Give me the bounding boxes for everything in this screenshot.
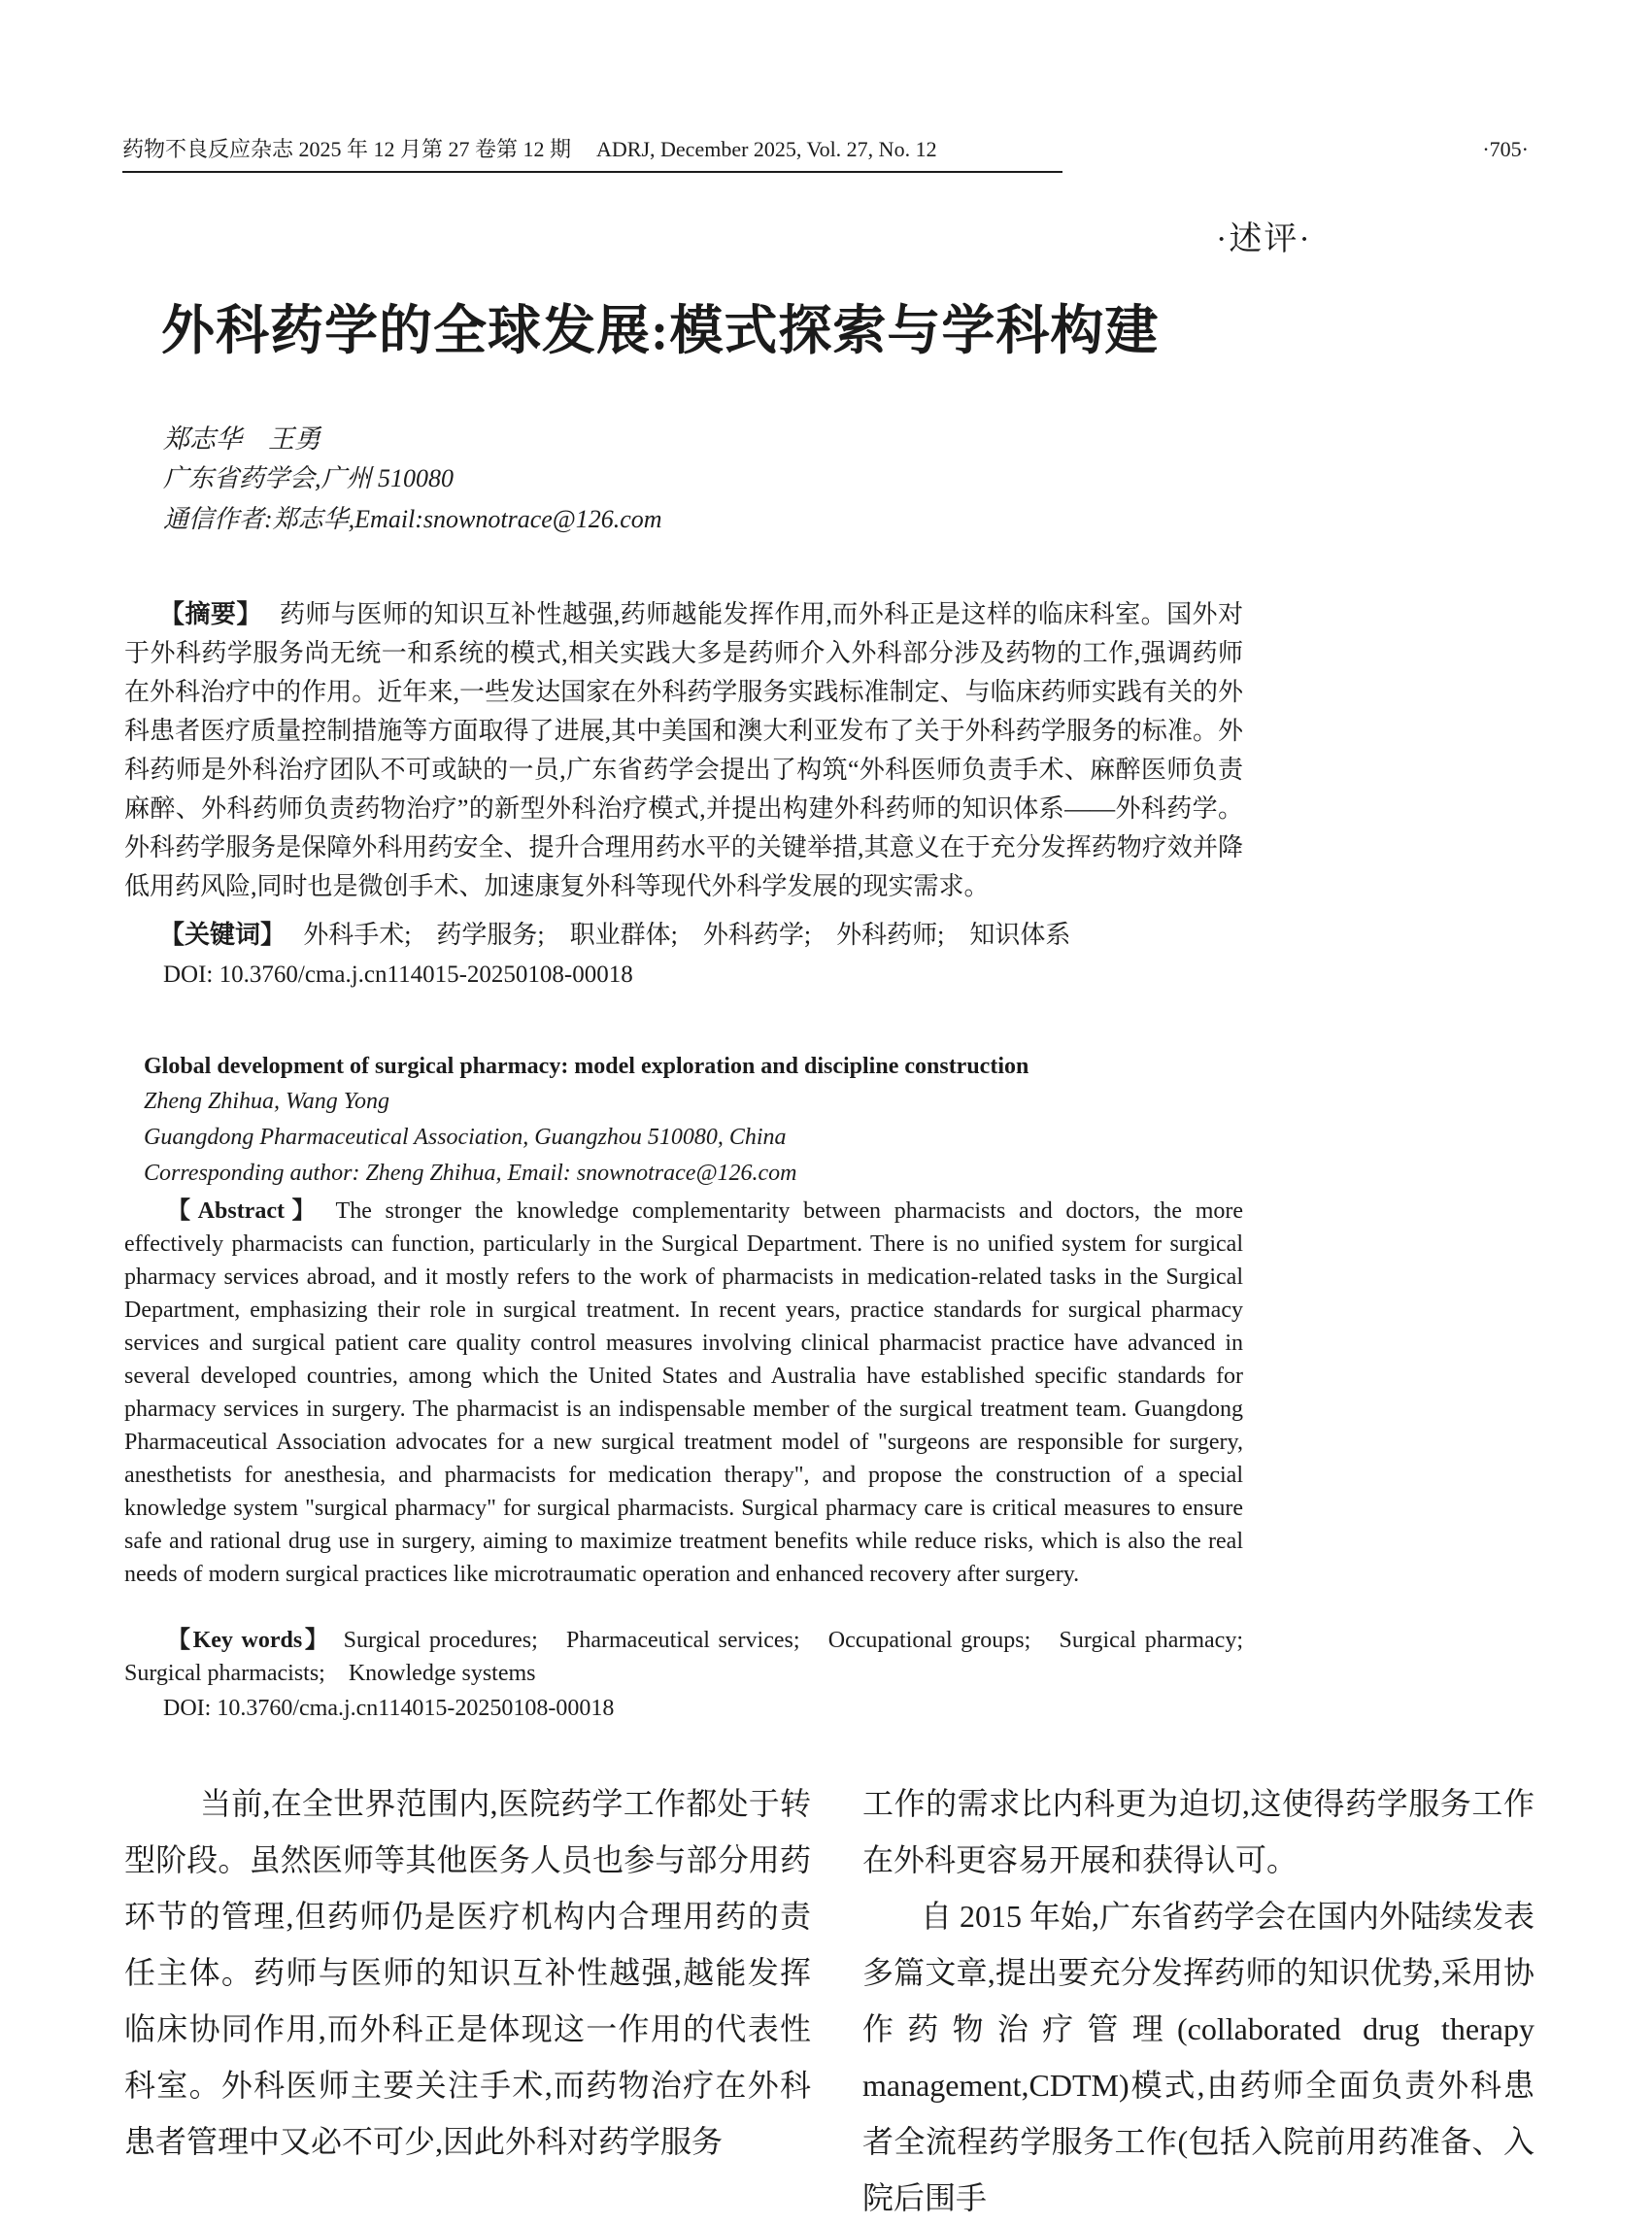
keywords-en-label: 【Key words】 — [167, 1628, 331, 1653]
abstract-cn — [124, 594, 1243, 906]
affiliation-en: Guangdong Pharmaceutical Association, Guangzhou 510080, China — [144, 1125, 787, 1150]
abstract-cn-text: 药师与医师的知识互补性越强,药师越能发挥作用,而外科正是这样的临床科室。国外对于外科药学服务尚无统一和系统的模式,相关实践大多是药师介入外科部分涉及药物的工作,强调药师在外科治疗中的作用。近年来,一些发达国家在外科药学服务实践标准制定、与临床药师实践有关的外科患者医疗质量控制措施等方面取得了进展,其中美国和澳大利亚发布了关于外科药学服务的标准。外科药师是外科治疗团队不可或缺的一员,广东省药学会提出了构筑“外科医师负责手术、麻醉医师负责麻醉、外科药师负责药物治疗”的新型外科治疗模式,并提出构建外科药师的知识体系——外科药学。外科药学服务是保障外科用药安全、提升合理用药水平的关键举措,其意义在于充分发挥药物疗效并降低用药风险,同时也是微创手术、加速康复外科等现代外科学发展的现实需求。 — [124, 600, 1243, 900]
body-paragraph-2-right: 自 2015 年始,广东省药学会在国内外陆续发表多篇文章,提出要充分发挥药师的知识优势,采用协作药物治疗管理(collaborated drug therapy management,CDTM)模式,由药师全面负责外科患者全流程药学服务工作(包括入院前用药准备、入院后围手 — [862, 1899, 1535, 2215]
doi-en: DOI: 10.3760/cma.j.cn114015-20250108-00018 — [163, 1696, 615, 1721]
article-title-cn: 外科药学的全球发展:模式探索与学科构建 — [161, 301, 1160, 360]
abstract-en-text: The stronger the knowledge complementarity between pharmacists and doctors, the more effectively pharmacists can function, particularly in the Surgical Department. There is no unified system for surgical pharmacy services abroad, and it mostly refers to the work of pharmacists in medication-related tasks in the Surgical Department, emphasizing their role in surgical treatment. In recent years, practice standards for surgical pharmacy services and surgical patient care quality control measures involving clinical pharmacist practice have advanced in several developed countries, among which the United States and Australia have established specific standards for pharmacy services in surgery. The pharmacist is an indispensable member of the surgical treatment team. Guangdong Pharmaceutical Association advocates for a new surgical treatment model of "surgeons are responsible for surgery, anesthetists for anesthesia, and pharmacists for medication therapy", and propose the construction of a special knowledge system "surgical pharmacy" for surgical pharmacists. Surgical pharmacy care is critical measures to ensure safe and rational drug use in surgery, aiming to maximize treatment benefits while reduce risks, which is also the real needs of modern surgical practices like microtraumatic operation and enhanced recovery after surgery. — [124, 1198, 1244, 1587]
correspondence-cn: 通信作者:郑志华,Email:snownotrace@126.com — [163, 505, 662, 533]
authors-cn: 郑志华 王勇 — [163, 424, 320, 454]
affiliation-cn: 广东省药学会,广州 510080 — [163, 464, 455, 492]
journal-citation-en: ADRJ, December 2025, Vol. 27, No. 12 — [596, 137, 937, 161]
body-column-right — [862, 1775, 1534, 2226]
journal-citation — [122, 136, 937, 163]
authors-en: Zheng Zhihua, Wang Yong — [144, 1089, 389, 1114]
doi-cn: DOI: 10.3760/cma.j.cn114015-20250108-00018 — [163, 961, 633, 988]
running-head — [122, 136, 1529, 163]
keywords-cn-text: 外科手术; 药学服务; 职业群体; 外科药学; 外科药师; 知识体系 — [303, 921, 1071, 949]
body-column-left — [124, 1775, 811, 2170]
keywords-en-text: Surgical procedures; Pharmaceutical services; Occupational groups; Surgical pharmacy; Surgical pharmacists; Knowledge systems — [124, 1628, 1266, 1686]
correspondence-en: Corresponding author: Zheng Zhihua, Email: snownotrace@126.com — [144, 1161, 797, 1186]
article-title-en: Global development of surgical pharmacy: model exploration and discipline construction — [144, 1054, 1029, 1079]
abstract-en — [124, 1195, 1243, 1591]
keywords-en — [124, 1624, 1266, 1690]
section-label: ·述评· — [1216, 221, 1312, 257]
abstract-cn-label: 【摘要】 — [159, 599, 262, 628]
keywords-cn — [124, 915, 1243, 955]
body-paragraph-1-left: 当前,在全世界范围内,医院药学工作都处于转型阶段。虽然医师等其他医务人员也参与部分用药环节的管理,但药师仍是医疗机构内合理用药的责任主体。药师与医师的知识互补性越强,越能发挥临床协同作用,而外科正是体现这一作用的代表性科室。外科医师主要关注手术,而药物治疗在外科患者管理中又必不可少,因此外科对药学服务 — [124, 1786, 811, 2159]
body-paragraph-1-right: 工作的需求比内科更为迫切,这使得药学服务工作在外科更容易开展和获得认可。 — [862, 1786, 1534, 1877]
keywords-cn-label: 【关键词】 — [159, 920, 287, 949]
page-number: ·705· — [1482, 137, 1529, 161]
header-rule — [122, 171, 1062, 173]
journal-citation-cn: 药物不良反应杂志 2025 年 12 月第 27 卷第 12 期 — [122, 137, 572, 161]
abstract-en-label: 【Abstract】 — [167, 1198, 323, 1224]
